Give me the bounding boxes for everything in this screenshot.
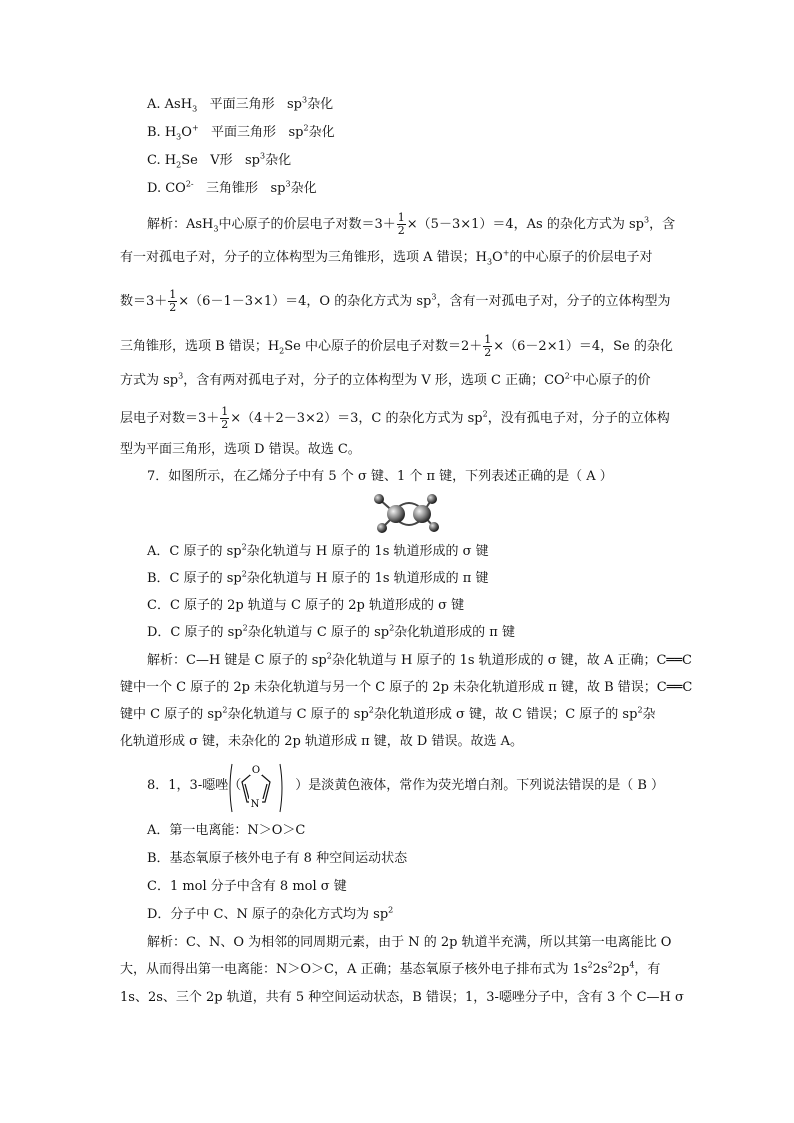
q8-option-c: C．1 mol 分子中含有 8 mol σ 键	[147, 879, 347, 894]
hydrogen-atom	[377, 523, 387, 533]
fraction-half: $\frac{1}{2}$	[484, 333, 492, 359]
analysis-6-line-7: 型为平面三角形，选项 D 错误。故选 C。	[120, 442, 361, 457]
q8-option-d: D．分子中 C、N 原子的杂化方式均为 $sp^2$	[147, 905, 394, 922]
fraction-half: $\frac{1}{2}$	[397, 211, 405, 237]
paren-left	[230, 764, 232, 812]
ring-atom-o: O	[251, 765, 261, 776]
analysis-6-line-4: 三角锥形，选项 B 错误；$H_2Se$ 中心原子的价层电子对数＝2＋ $\frac{1}{2}$ ×（6－2×1）＝4，Se 的杂化	[120, 333, 673, 359]
analysis-7-line-4: 化轨道形成 σ 键，未杂化的 2p 轨道形成 π 键，故 D 错误。故选 A。	[120, 734, 524, 749]
carbon-atom	[413, 505, 431, 523]
question-7-stem: 7．如图所示，在乙烯分子中有 5 个 σ 键、1 个 π 键，下列表述正确的是（ A ）	[147, 469, 613, 484]
carbon-atom	[387, 505, 405, 523]
q7-option-b: B．C 原子的 $sp^2$杂化轨道与 H 原子的 1s 轨道形成的 π 键	[147, 569, 489, 586]
analysis-8-line-2: 大，从而得出第一电离能：N＞O＞C，A 正确；基态氧原子核外电子排布式为 $1s^22s^22p^4$，有	[120, 960, 661, 977]
fraction-half: $\frac{1}{2}$	[221, 405, 229, 431]
oxazole-ring-figure	[228, 760, 284, 816]
option-b: B. $H_3O^+$ 平面三角形 $sp^2$杂化	[147, 123, 335, 142]
analysis-6-line-3: 数＝3＋ $\frac{1}{2}$ ×（6－1－3×1）＝4，O 的杂化方式为 $sp^3$，含有一对孤电子对，分子的立体构型为	[120, 288, 671, 314]
question-8-stem: 8．1，3-噁唑（ ）是淡黄色液体，常作为荧光增白剂。下列说法错误的是（ B ）	[147, 778, 665, 793]
analysis-8-line-3: 1s、2s、三个 2p 轨道，共有 5 种空间运动状态，B 错误；1，3-噁唑分子中，含有 3 个 C—H σ	[120, 990, 684, 1005]
analysis-6-line-1: 解析：AsH$_3$中心原子的价层电子对数＝3＋ $\frac{1}{2}$ ×（5－3×1）＝4，As 的杂化方式为 $sp^3$，含	[147, 211, 676, 237]
fraction-half: $\frac{1}{2}$	[169, 288, 177, 314]
ring-atom-n: N	[250, 799, 260, 810]
q7-option-c: C．C 原子的 2p 轨道与 C 原子的 2p 轨道形成的 σ 键	[147, 598, 465, 613]
ethylene-model-figure	[368, 490, 444, 536]
analysis-6-line-6: 层电子对数＝3＋ $\frac{1}{2}$ ×（4＋2－3×2）＝3，C 的杂化方式为 $sp^2$，没有孤电子对，分子的立体构	[120, 405, 670, 431]
analysis-6-line-2: 有一对孤电子对，分子的立体构型为三角锥形，选项 A 错误；$H_3O^+$的中心原子的价层电子对	[120, 248, 653, 267]
q8-option-b: B．基态氧原子核外电子有 8 种空间运动状态	[147, 851, 408, 866]
analysis-7-line-2: 键中一个 C 原子的 2p 未杂化轨道与另一个 C 原子的 2p 未杂化轨道形成 π 键，故 B 错误；C══C	[120, 680, 693, 695]
q8-option-a: A．第一电离能：N＞O＞C	[147, 823, 306, 838]
hydrogen-atom	[429, 522, 439, 532]
option-c: C. $H_2Se$ V形 $sp^3$杂化	[147, 151, 292, 170]
analysis-7-line-3: 键中 C 原子的 $sp^2$杂化轨道与 C 原子的 $sp^2$杂化轨道形成 σ 键，故 C 错误；C 原子的 $sp^2$杂	[120, 705, 656, 722]
analysis-6-line-5: 方式为 $sp^3$，含有两对孤电子对，分子的立体构型为 V 形，选项 C 正确；$CO^{2-}$中心原子的价	[120, 371, 651, 388]
option-a: A. AsH$_3$ 平面三角形 $sp^3$杂化	[147, 95, 334, 114]
hydrogen-atom	[374, 494, 384, 504]
q7-option-a: A．C 原子的 $sp^2$杂化轨道与 H 原子的 1s 轨道形成的 σ 键	[147, 542, 489, 559]
paren-right	[280, 764, 282, 812]
analysis-7-line-1: 解析：C—H 键是 C 原子的 $sp^2$杂化轨道与 H 原子的 1s 轨道形成的 σ 键，故 A 正确；C══C	[147, 651, 693, 668]
q7-option-d: D．C 原子的 $sp^2$杂化轨道与 C 原子的 $sp^2$杂化轨道形成的 π 键	[147, 623, 515, 640]
analysis-8-line-1: 解析：C、N、O 为相邻的同周期元素，由于 N 的 2p 轨道半充满，所以其第一电离能比 O	[147, 935, 672, 950]
option-d: D. $CO^{2-}$ 三角锥形 $sp^3$杂化	[147, 179, 317, 196]
hydrogen-atom	[427, 494, 437, 504]
